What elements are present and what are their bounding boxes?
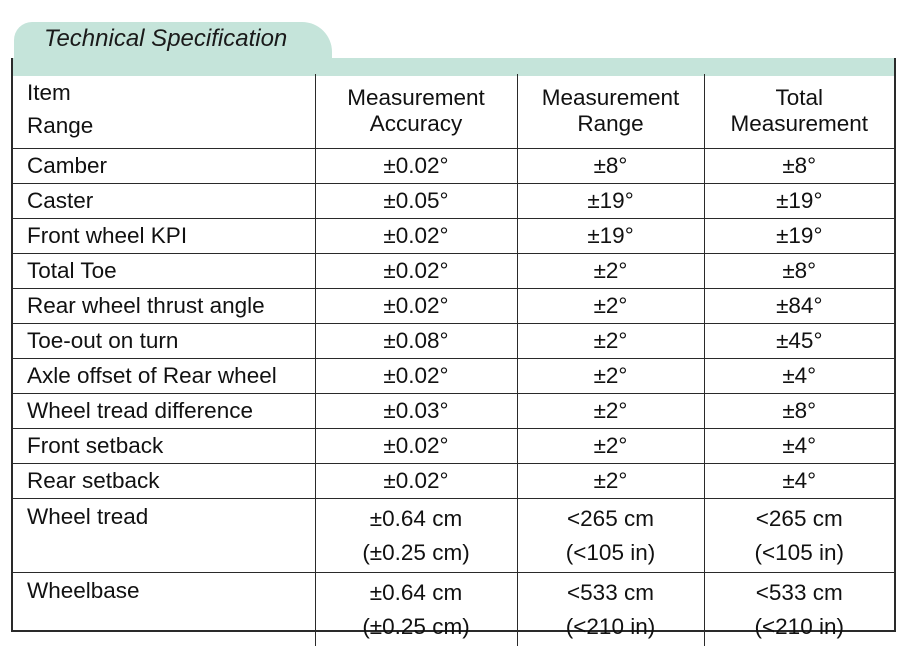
header-item-range [13, 74, 315, 149]
row-item: Caster [13, 184, 315, 219]
row-range: ±2° [517, 429, 704, 464]
row-accuracy: ±0.08° [315, 324, 517, 359]
row-range: ±2° [517, 394, 704, 429]
row-item: Rear wheel thrust angle [13, 289, 315, 324]
header-total [704, 74, 894, 149]
row-item: Axle offset of Rear wheel [13, 359, 315, 394]
header-range-label: Range [27, 109, 315, 142]
row-total [704, 499, 894, 573]
row-range: ±2° [517, 464, 704, 499]
header-total-line2: Measurement [705, 111, 895, 137]
row-total: ±19° [704, 184, 894, 219]
value-metric: ±0.64 cm [316, 576, 517, 610]
value-metric: <265 cm [518, 502, 704, 536]
table-row [13, 184, 894, 219]
row-total: ±8° [704, 394, 894, 429]
row-total: ±8° [704, 149, 894, 184]
row-range [517, 499, 704, 573]
row-accuracy: ±0.02° [315, 359, 517, 394]
header-range [517, 74, 704, 149]
header-total-line1: Total [705, 85, 895, 111]
row-accuracy: ±0.02° [315, 219, 517, 254]
value-imperial: (<105 in) [705, 536, 895, 570]
row-total: ±4° [704, 429, 894, 464]
table-row [13, 573, 894, 646]
row-range: ±2° [517, 359, 704, 394]
section-tab [14, 22, 332, 62]
row-range: ±2° [517, 289, 704, 324]
row-accuracy: ±0.02° [315, 289, 517, 324]
row-total: ±8° [704, 254, 894, 289]
row-accuracy: ±0.02° [315, 429, 517, 464]
row-accuracy: ±0.02° [315, 254, 517, 289]
row-range: ±2° [517, 254, 704, 289]
row-range: ±19° [517, 219, 704, 254]
row-accuracy [315, 499, 517, 573]
table-row [13, 324, 894, 359]
row-accuracy: ±0.02° [315, 149, 517, 184]
row-item: Rear setback [13, 464, 315, 499]
table-row [13, 289, 894, 324]
row-range: ±2° [517, 324, 704, 359]
row-total: ±84° [704, 289, 894, 324]
row-item: Wheelbase [13, 573, 315, 646]
spec-table [13, 74, 894, 646]
header-item-label: Item [27, 76, 315, 109]
row-total: ±4° [704, 464, 894, 499]
row-item: Total Toe [13, 254, 315, 289]
value-imperial: (<105 in) [518, 536, 704, 570]
value-imperial: (<210 in) [518, 610, 704, 644]
row-total [704, 573, 894, 646]
row-item: Wheel tread [13, 499, 315, 573]
value-metric: <533 cm [705, 576, 895, 610]
row-accuracy: ±0.02° [315, 464, 517, 499]
row-total: ±45° [704, 324, 894, 359]
table-header-row [13, 74, 894, 149]
value-imperial: (<210 in) [705, 610, 895, 644]
header-range-line1: Measurement [518, 85, 704, 111]
table-row [13, 429, 894, 464]
row-item: Toe-out on turn [13, 324, 315, 359]
header-accuracy-line1: Measurement [316, 85, 517, 111]
value-imperial: (±0.25 cm) [316, 610, 517, 644]
header-accuracy-line2: Accuracy [316, 111, 517, 137]
value-metric: <265 cm [705, 502, 895, 536]
row-total: ±4° [704, 359, 894, 394]
row-item: Front setback [13, 429, 315, 464]
row-range: ±8° [517, 149, 704, 184]
page-title: Technical Specification [44, 25, 287, 53]
row-item: Front wheel KPI [13, 219, 315, 254]
table-row [13, 254, 894, 289]
table-row [13, 464, 894, 499]
row-accuracy [315, 573, 517, 646]
table-row [13, 149, 894, 184]
row-range [517, 573, 704, 646]
row-accuracy: ±0.03° [315, 394, 517, 429]
row-accuracy: ±0.05° [315, 184, 517, 219]
table-row [13, 219, 894, 254]
table-row [13, 499, 894, 573]
table-row [13, 359, 894, 394]
header-range-line2: Range [518, 111, 704, 137]
value-metric: <533 cm [518, 576, 704, 610]
table-row [13, 394, 894, 429]
row-item: Camber [13, 149, 315, 184]
row-total: ±19° [704, 219, 894, 254]
header-accuracy [315, 74, 517, 149]
row-item: Wheel tread difference [13, 394, 315, 429]
value-imperial: (±0.25 cm) [316, 536, 517, 570]
row-range: ±19° [517, 184, 704, 219]
value-metric: ±0.64 cm [316, 502, 517, 536]
